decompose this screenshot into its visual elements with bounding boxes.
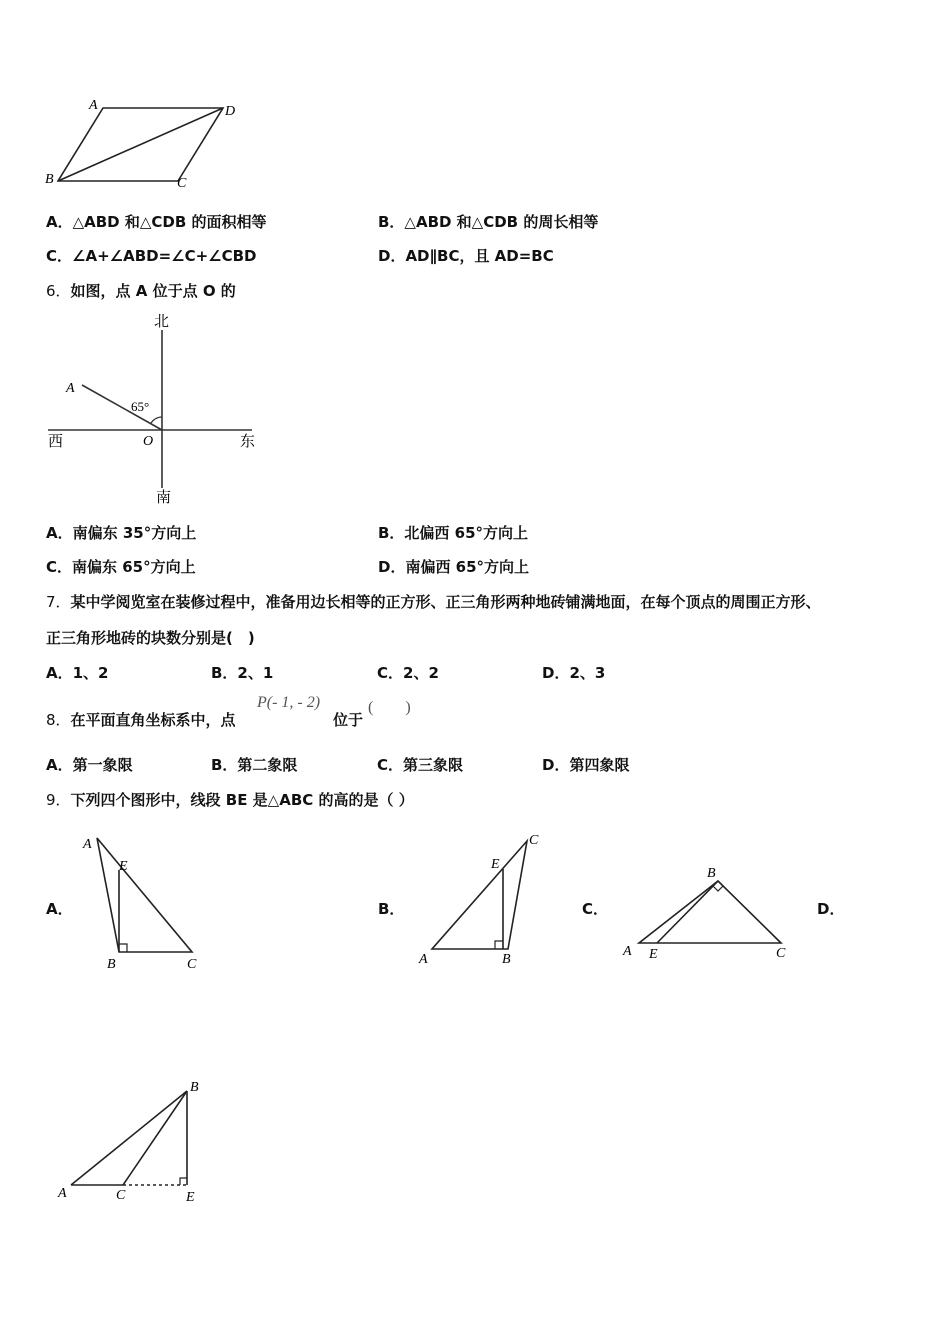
q6-option-b[interactable]: B．北偏西 65°方向上	[378, 524, 529, 542]
q6-south-label: 南	[156, 488, 172, 506]
q8-question-start	[46, 709, 236, 730]
q8-text-before: 在平面直角坐标系中，点	[70, 711, 236, 729]
q9-text: 下列四个图形中，线段 BE 是△ABC 的高的是（ ）	[70, 791, 414, 809]
q7-option-d[interactable]: D．2、3	[542, 664, 606, 682]
q7-option-c[interactable]: C．2、2	[377, 664, 439, 682]
q9-figure-d	[50, 1075, 220, 1210]
q7-number: 7．	[46, 593, 71, 611]
q8-point: P(- 1, - 2)	[257, 694, 321, 711]
q5-option-c[interactable]: C．∠A+∠ABD=∠C+∠CBD	[46, 247, 257, 265]
q6-label-o: O	[143, 434, 154, 449]
q5-label-d: D	[225, 104, 236, 119]
q6-question	[46, 280, 236, 301]
q5-option-b[interactable]: B．△ABD 和△CDB 的周长相等	[378, 213, 599, 231]
q8-option-d[interactable]: D．第四象限	[542, 756, 630, 774]
q6-option-d[interactable]: D．南偏西 65°方向上	[378, 558, 530, 576]
q7-text-line1: 某中学阅览室在装修过程中，准备用边长相等的正方形、正三角形两种地砖铺满地面，在每个顶点的周围正方形、	[70, 593, 821, 611]
q6-west-label: 西	[48, 432, 64, 450]
q9-option-b[interactable]: B．	[378, 900, 405, 918]
q5-option-a[interactable]: A．△ABD 和△CDB 的面积相等	[46, 213, 267, 231]
q9-option-a[interactable]: A．	[46, 900, 73, 918]
q6-text: 如图，点 A 位于点 O 的	[70, 282, 236, 300]
q6-angle-label: 65°	[131, 399, 150, 414]
q9-figure-b	[415, 828, 555, 978]
q6-north-label: 北	[154, 312, 170, 330]
q9b-label-a: A	[419, 952, 428, 967]
q9c-label-b: B	[707, 866, 716, 881]
q8-text-after: 位于	[333, 711, 364, 729]
q9c-label-e: E	[649, 947, 658, 962]
q8-option-a[interactable]: A．第一象限	[46, 756, 133, 774]
q9a-label-b: B	[107, 957, 116, 972]
q6-option-a[interactable]: A．南偏东 35°方向上	[46, 524, 197, 542]
q9d-label-e: E	[186, 1190, 195, 1205]
q9b-label-b: B	[502, 952, 511, 967]
q9-figure-c	[615, 860, 800, 970]
q9a-label-a: A	[83, 837, 92, 852]
q8-number: 8．	[46, 711, 71, 729]
q9a-label-e: E	[119, 859, 128, 874]
q9d-label-c: C	[116, 1188, 126, 1203]
q6-number: 6．	[46, 282, 71, 300]
q9d-label-b: B	[190, 1080, 199, 1095]
q7-option-b[interactable]: B．2、1	[211, 664, 274, 682]
q5-option-d[interactable]: D．AD∥BC，且 AD=BC	[378, 247, 554, 265]
q9d-label-a: A	[58, 1186, 67, 1201]
q5-label-c: C	[177, 176, 187, 191]
q6-label-a: A	[66, 381, 75, 396]
q9c-label-a: A	[623, 944, 632, 959]
q5-label-b: B	[45, 172, 54, 187]
q7-question-line1	[46, 591, 821, 612]
q8-option-b[interactable]: B．第二象限	[211, 756, 298, 774]
q9b-label-e: E	[491, 857, 500, 872]
q7-option-a[interactable]: A．1、2	[46, 664, 109, 682]
q9c-label-c: C	[776, 946, 786, 961]
q7-question-line2: 正三角形地砖的块数分别是( )	[46, 629, 255, 647]
q9-question	[46, 789, 414, 810]
q8-answer-paren: ( )	[368, 699, 411, 716]
q6-compass-figure	[40, 305, 270, 510]
q6-option-c[interactable]: C．南偏东 65°方向上	[46, 558, 196, 576]
q5-label-a: A	[89, 98, 98, 113]
q9-number: 9．	[46, 791, 71, 809]
q5-parallelogram-figure	[40, 95, 250, 195]
q9-option-c[interactable]: C．	[582, 900, 609, 918]
q9-figure-a	[75, 828, 215, 978]
q9-option-d[interactable]: D．	[817, 900, 845, 918]
q9a-label-c: C	[187, 957, 197, 972]
q6-east-label: 东	[240, 432, 256, 450]
q9b-label-c: C	[529, 833, 539, 848]
q8-option-c[interactable]: C．第三象限	[377, 756, 464, 774]
